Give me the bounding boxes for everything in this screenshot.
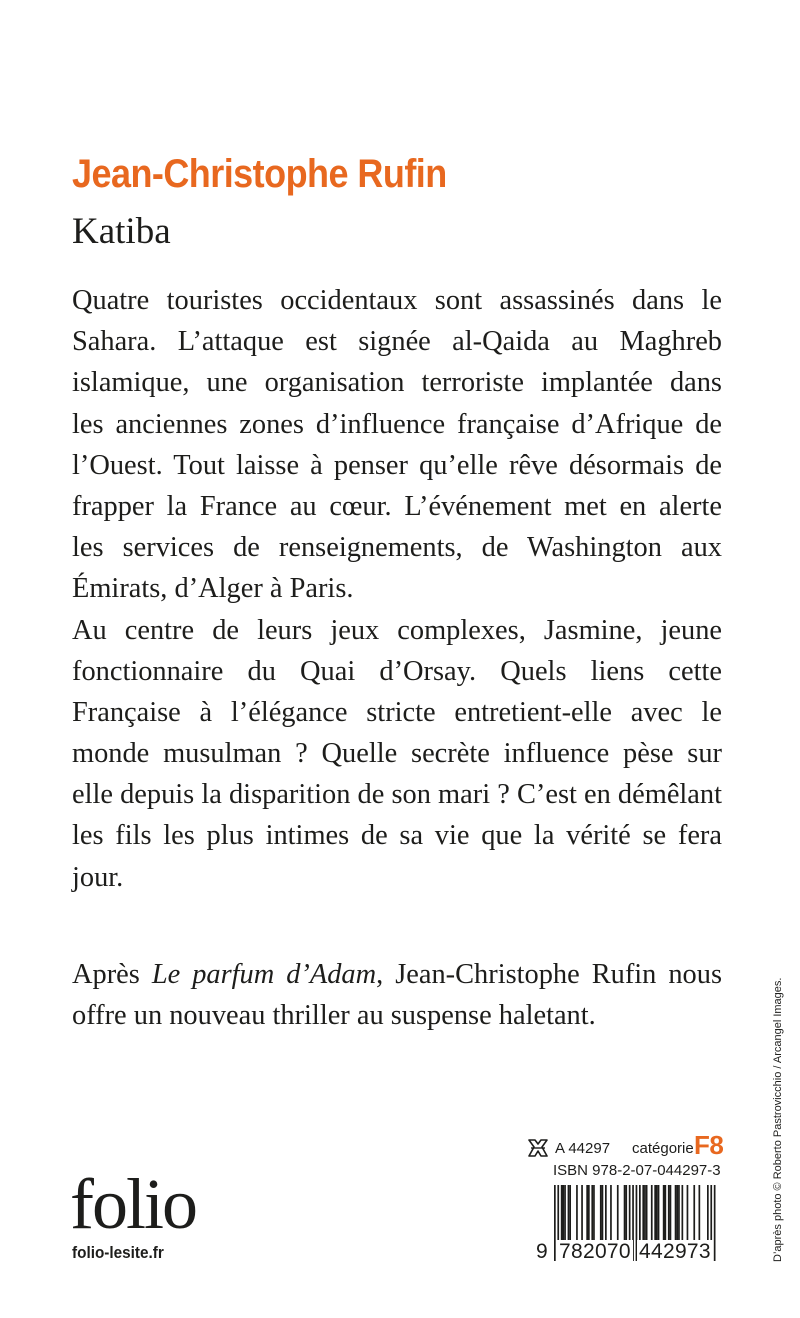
barcode-bar [564, 1185, 566, 1247]
barcode-bar [554, 1185, 556, 1261]
barcode-bar [642, 1185, 644, 1247]
barcode-bar [707, 1185, 709, 1247]
summary-line: Émirats, d’Alger à Paris. [72, 573, 354, 605]
barcode-bar [678, 1185, 680, 1247]
category-label: catégorie [632, 1140, 694, 1157]
summary-line: elle depuis la disparition de son mari ? C’est en démêlant [72, 779, 722, 811]
barcode-bar [699, 1185, 701, 1247]
summary-line: jour. [72, 861, 124, 893]
category-value: F8 [694, 1130, 724, 1160]
folio-logo: folio [70, 1164, 196, 1244]
barcode-bar [656, 1185, 658, 1247]
catalog-code: A 44297 [555, 1140, 611, 1157]
barcode-left-digits: 782070 [559, 1240, 631, 1263]
summary-line: frapper la France au cœur. L’événement met en alerte [72, 490, 722, 522]
summary-line: islamique, une organisation terroriste implantée dans [72, 367, 722, 399]
barcode-bar [586, 1185, 588, 1247]
closing-text-after: , Jean-Christophe Rufin nous [376, 959, 722, 990]
closing-paragraph [72, 954, 722, 1036]
barcode-bar [617, 1185, 619, 1247]
barcode-bar [687, 1185, 689, 1247]
summary-line: fonctionnaire du Quai d’Orsay. Quels liens cette [72, 655, 722, 687]
barcode-bar [581, 1185, 583, 1247]
barcode-bar [563, 1185, 565, 1247]
barcode-bar [693, 1185, 695, 1247]
barcode-bar [682, 1185, 684, 1247]
barcode-first-digit: 9 [536, 1240, 548, 1263]
summary-line: Française à l’élégance stricte entretient-elle avec le [72, 696, 722, 728]
barcode-bar [610, 1185, 612, 1247]
summary-line: les fils les plus intimes de sa vie que la vérité se fera [72, 820, 722, 852]
author-name: Jean-Christophe Rufin [72, 152, 447, 196]
summary-line: l’Ouest. Tout laisse à penser qu’elle rêve désormais de [72, 449, 722, 481]
barcode-bar [568, 1185, 570, 1247]
barcode-bar [658, 1185, 660, 1247]
barcode-bar [663, 1185, 665, 1247]
barcode-bar [605, 1185, 607, 1247]
barcode-bar [602, 1185, 604, 1247]
closing-text-before: Après [72, 959, 152, 990]
summary-line: Quatre touristes occidentaux sont assassinés dans le [72, 285, 722, 316]
barcode-bar [654, 1185, 656, 1247]
barcode-bar [624, 1185, 626, 1247]
summary-line: Au centre de leurs jeux complexes, Jasmine, jeune [72, 614, 722, 646]
barcode-bar [675, 1185, 677, 1247]
barcode-bar [569, 1185, 571, 1247]
barcode-bar [651, 1185, 653, 1247]
summary-line: Sahara. L’attaque est signée al-Qaida au Maghreb [72, 326, 722, 358]
publisher-website: folio-lesite.fr [72, 1243, 164, 1262]
gallimard-mark-icon [527, 1138, 549, 1158]
barcode-right-digits: 442973 [639, 1240, 711, 1263]
barcode-bar [600, 1185, 602, 1247]
book-title: Katiba [72, 211, 171, 252]
barcode-bar [591, 1185, 593, 1247]
barcode-bar [644, 1185, 646, 1247]
barcode-bar [665, 1185, 667, 1247]
closing-line [72, 954, 722, 995]
summary-line: les services de renseignements, de Washington aux [72, 532, 722, 564]
barcode-bar [593, 1185, 595, 1247]
book-summary [72, 280, 722, 898]
previous-book-title: Le parfum d’Adam [151, 959, 377, 990]
barcode-bar [629, 1185, 631, 1247]
barcode-bar [670, 1185, 672, 1247]
summary-line: les anciennes zones d’influence française d’Afrique de [72, 408, 722, 440]
barcode-bar [625, 1185, 627, 1247]
barcode-bar [714, 1185, 716, 1261]
isbn: ISBN 978-2-07-044297-3 [553, 1162, 721, 1179]
photo-credit: D’après photo © Roberto Pastrovicchio / Arcangel Images. [772, 977, 784, 1262]
barcode-bar [639, 1185, 641, 1247]
barcode-bar [668, 1185, 670, 1247]
closing-line: offre un nouveau thriller au suspense haletant. [72, 1000, 596, 1032]
summary-line: monde musulman ? Quelle secrète influence pèse sur [72, 738, 722, 770]
barcode-bar [676, 1185, 678, 1247]
barcode-bar [646, 1185, 648, 1247]
barcode-bar [561, 1185, 563, 1247]
barcode-bar [588, 1185, 590, 1247]
barcode-bar [576, 1185, 578, 1247]
